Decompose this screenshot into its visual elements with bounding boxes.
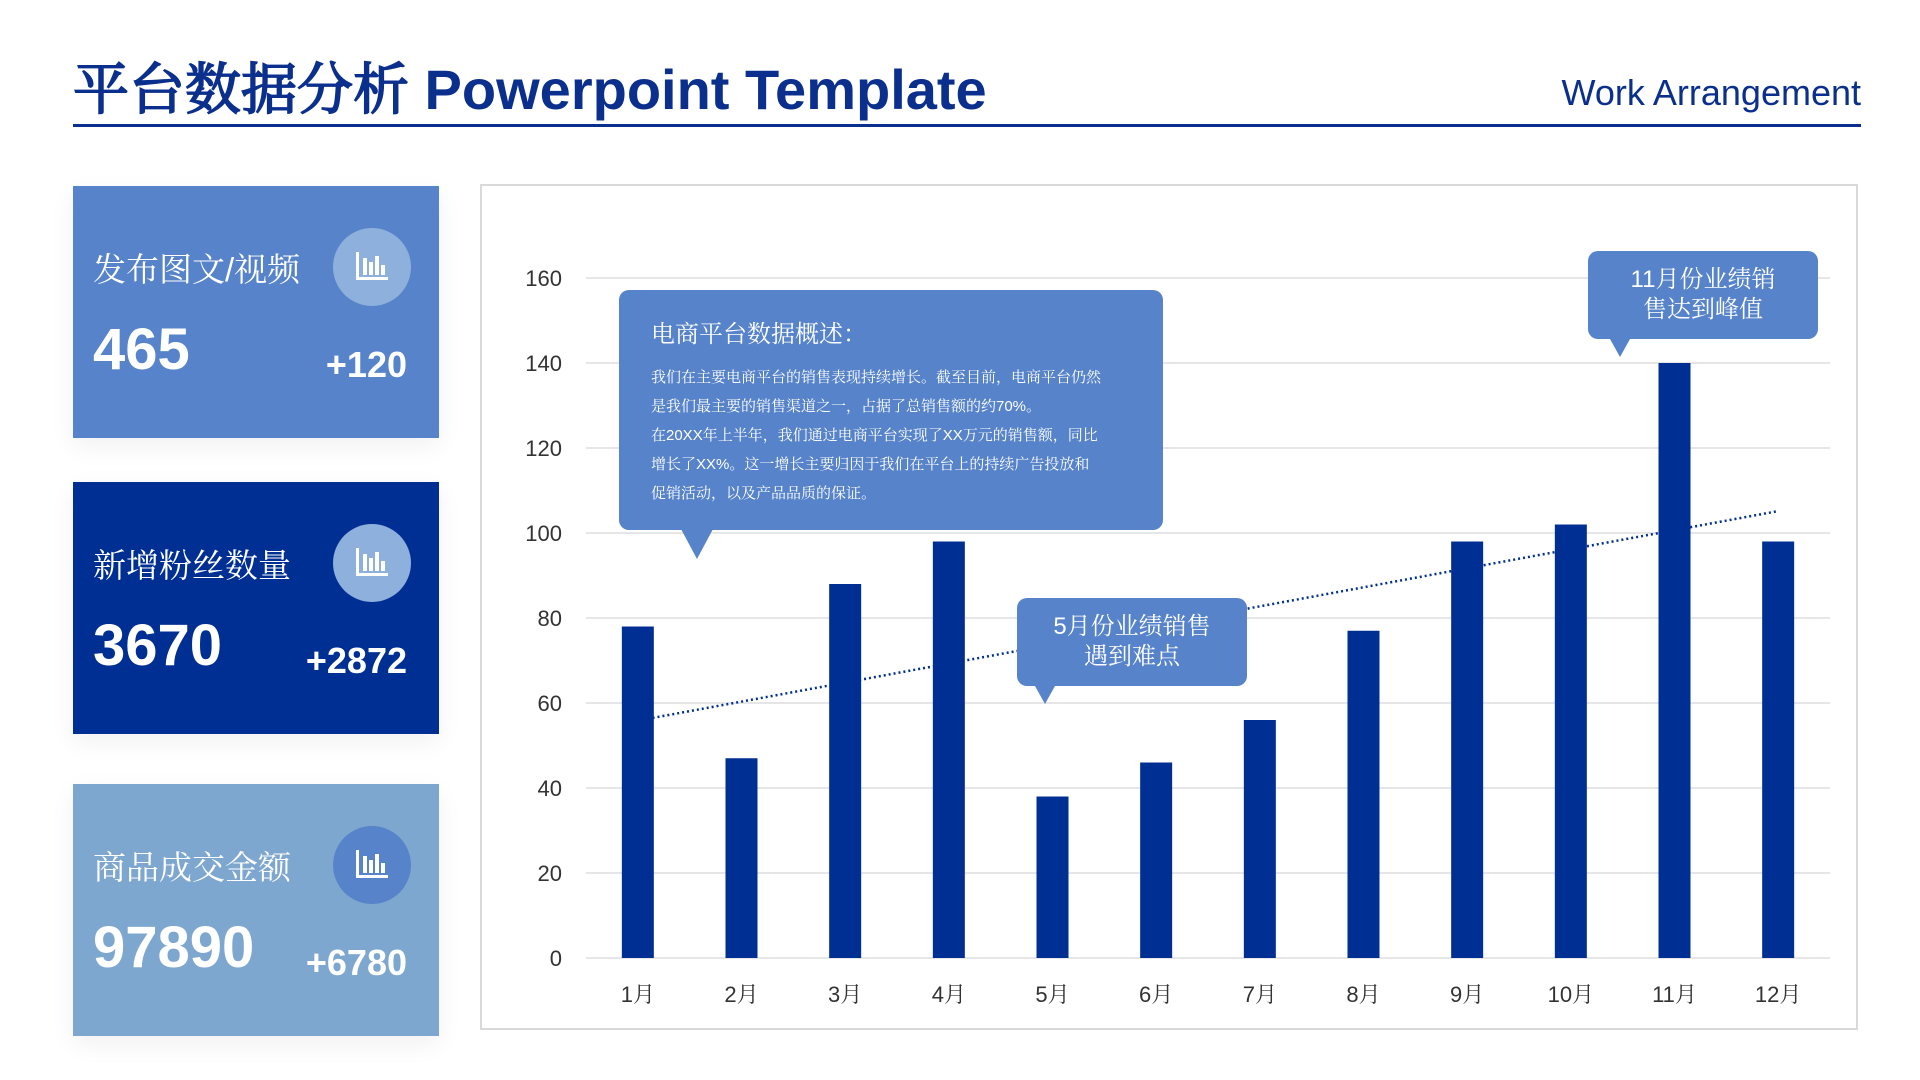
y-tick-label: 140 xyxy=(525,351,562,376)
x-tick-label: 11月 xyxy=(1652,982,1697,1007)
y-tick-label: 80 xyxy=(537,606,562,631)
may-callout-line: 5月份业绩销售 xyxy=(1053,613,1211,640)
summary-line: 是我们最主要的销售渠道之一，占据了总销售额的约70%。 xyxy=(651,398,1042,415)
nov-callout-line: 11月份业绩销 xyxy=(1630,266,1776,293)
nov-callout xyxy=(1588,251,1818,339)
bar xyxy=(622,627,654,959)
chart-panel xyxy=(480,184,1858,1030)
x-tick-label: 4月 xyxy=(931,982,966,1007)
x-tick-label: 3月 xyxy=(828,982,863,1007)
y-tick-label: 0 xyxy=(549,946,562,971)
x-tick-label: 1月 xyxy=(620,982,655,1007)
bar xyxy=(1037,797,1069,959)
kpi-label: 商品成交金额 xyxy=(93,849,291,886)
y-tick-label: 60 xyxy=(537,691,562,716)
bar xyxy=(1451,542,1483,959)
kpi-delta: +2872 xyxy=(305,640,407,681)
y-tick-label: 120 xyxy=(525,436,562,461)
y-tick-label: 40 xyxy=(537,776,562,801)
kpi-label: 发布图文/视频 xyxy=(93,251,301,288)
page-subtitle: Work Arrangement xyxy=(1561,72,1861,113)
bar xyxy=(1140,763,1172,959)
x-tick-label: 6月 xyxy=(1139,982,1174,1007)
summary-line: 促销活动，以及产品品质的保证。 xyxy=(651,485,877,502)
kpi-delta: +6780 xyxy=(305,942,407,983)
may-callout-line: 遇到难点 xyxy=(1083,643,1180,670)
summary-line: 我们在主要电商平台的销售表现持续增长。截至目前，电商平台仍然 xyxy=(651,369,1102,386)
bar-chart-icon xyxy=(333,826,411,904)
summary-callout-title: 电商平台数据概述： xyxy=(651,321,867,348)
x-tick-label: 5月 xyxy=(1035,982,1070,1007)
summary-callout xyxy=(619,290,1163,530)
bar xyxy=(933,542,965,959)
x-tick-label: 12月 xyxy=(1754,982,1802,1007)
summary-line: 增长了XX%。这一增长主要归因于我们在平台上的持续广告投放和 xyxy=(651,456,1090,473)
kpi-value: 97890 xyxy=(93,915,255,980)
bar xyxy=(1762,542,1794,959)
may-callout xyxy=(1017,598,1247,686)
x-tick-label: 2月 xyxy=(724,982,759,1007)
kpi-value: 3670 xyxy=(93,613,223,678)
bar-chart-icon xyxy=(333,524,411,602)
kpi-card-gmv xyxy=(73,784,439,1036)
bar-chart-icon xyxy=(333,228,411,306)
x-tick-label: 9月 xyxy=(1450,982,1485,1007)
callout-tail xyxy=(1610,339,1630,357)
y-tick-label: 100 xyxy=(525,521,562,546)
bar xyxy=(726,758,758,958)
x-tick-label: 7月 xyxy=(1242,982,1277,1007)
bar xyxy=(1555,525,1587,959)
page-title: 平台数据分析 Powerpoint Template xyxy=(73,58,987,121)
nov-callout-line: 售达到峰值 xyxy=(1642,296,1763,323)
kpi-value: 465 xyxy=(93,317,190,382)
y-tick-label: 20 xyxy=(537,861,562,886)
bar xyxy=(1244,720,1276,958)
kpi-label: 新增粉丝数量 xyxy=(93,547,291,584)
title-divider xyxy=(73,124,1861,127)
bar xyxy=(829,584,861,958)
kpi-card-followers xyxy=(73,482,439,734)
bar xyxy=(1659,363,1691,958)
callout-tail xyxy=(1035,686,1055,704)
kpi-card-posts xyxy=(73,186,439,438)
callout-tail xyxy=(681,529,713,559)
summary-callout-text xyxy=(651,363,1139,508)
kpi-delta: +120 xyxy=(325,344,407,385)
x-tick-label: 10月 xyxy=(1547,982,1595,1007)
bar xyxy=(1348,631,1380,958)
x-tick-label: 8月 xyxy=(1346,982,1381,1007)
summary-line: 在20XX年上半年，我们通过电商平台实现了XX万元的销售额，同比 xyxy=(651,427,1098,444)
y-tick-label: 160 xyxy=(525,266,562,291)
